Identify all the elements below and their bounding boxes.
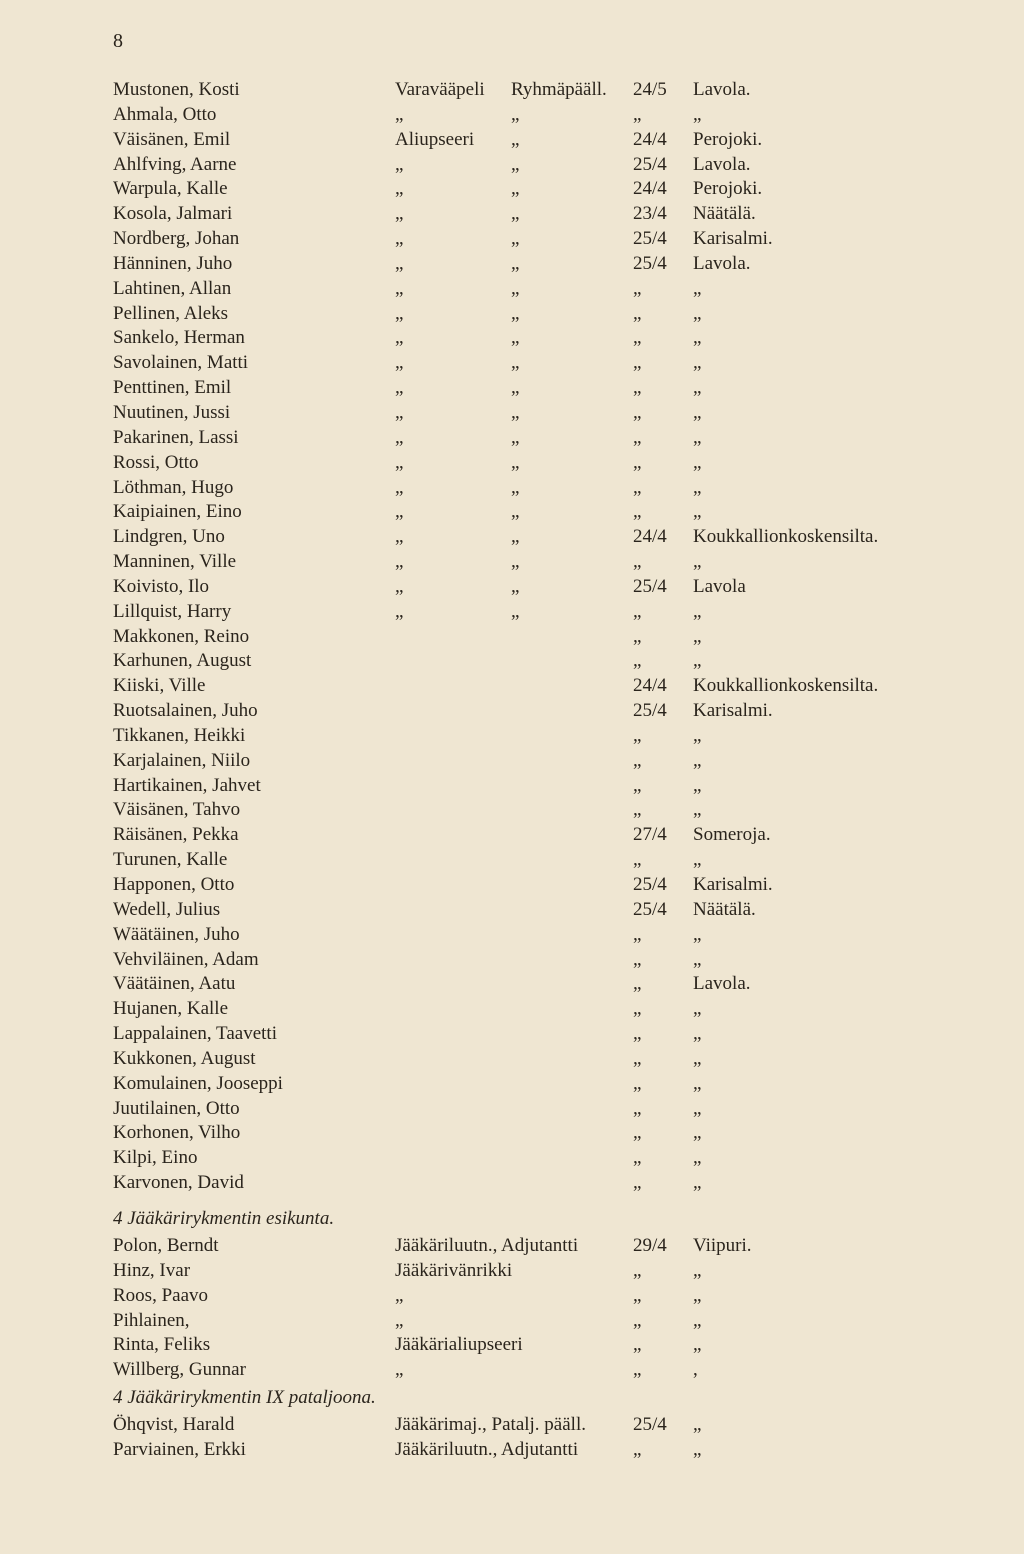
person-name: Räisänen, Pekka bbox=[113, 824, 239, 846]
date-value: 27/4 bbox=[633, 824, 667, 846]
place-name: „ bbox=[693, 774, 702, 796]
place-name: Karisalmi. bbox=[693, 700, 773, 722]
rank-title: „ bbox=[395, 252, 404, 274]
person-name: Koivisto, Ilo bbox=[113, 575, 210, 597]
place-name: Näätälä. bbox=[693, 898, 756, 920]
place-name: „ bbox=[693, 103, 702, 125]
unit-role: „ bbox=[511, 327, 520, 349]
unit-role: „ bbox=[511, 575, 520, 597]
unit-role: „ bbox=[511, 252, 520, 274]
date-value: „ bbox=[633, 1438, 642, 1460]
unit-role: „ bbox=[511, 377, 520, 399]
date-value: „ bbox=[633, 1172, 642, 1194]
person-name: Makkonen, Reino bbox=[113, 625, 250, 647]
roster-row bbox=[113, 625, 1013, 650]
roster-row bbox=[113, 202, 1013, 227]
unit-role: Ryhmäpääll. bbox=[511, 79, 607, 100]
date-value: 25/4 bbox=[633, 575, 667, 597]
person-name: Nordberg, Johan bbox=[113, 228, 240, 250]
roster-row bbox=[113, 227, 1013, 252]
rank-title: „ bbox=[395, 352, 404, 374]
roster-row bbox=[113, 774, 1013, 799]
roster-row bbox=[113, 1022, 1013, 1047]
date-value: „ bbox=[633, 724, 642, 746]
date-value: „ bbox=[633, 401, 642, 423]
date-value: „ bbox=[633, 1334, 642, 1356]
date-value: „ bbox=[633, 1023, 642, 1045]
unit-role: „ bbox=[511, 476, 520, 498]
place-name: „ bbox=[693, 1414, 702, 1436]
date-value: 24/4 bbox=[633, 178, 667, 200]
person-name: Kosola, Jalmari bbox=[113, 203, 233, 225]
date-value: „ bbox=[633, 774, 642, 796]
person-name: Löthman, Hugo bbox=[113, 476, 234, 498]
date-value: „ bbox=[633, 923, 642, 945]
place-name: Someroja. bbox=[693, 824, 771, 846]
place-name: „ bbox=[693, 1023, 702, 1045]
person-name: Väätäinen, Aatu bbox=[113, 973, 236, 995]
date-value: 24/4 bbox=[633, 128, 667, 150]
date-value: „ bbox=[633, 1047, 642, 1069]
person-name: Väisänen, Emil bbox=[113, 128, 231, 150]
person-name: Nuutinen, Jussi bbox=[113, 401, 231, 423]
person-name: Ruotsalainen, Juho bbox=[113, 700, 258, 722]
roster-row bbox=[113, 699, 1013, 724]
place-name: „ bbox=[693, 724, 702, 746]
roster-row bbox=[113, 500, 1013, 525]
place-name: „ bbox=[693, 1072, 702, 1094]
roster-row bbox=[113, 277, 1013, 302]
unit-role: „ bbox=[511, 128, 520, 150]
rank-title: „ bbox=[395, 1309, 404, 1331]
roster-row bbox=[113, 302, 1013, 327]
place-name: Lavola. bbox=[693, 153, 751, 175]
person-name: Väisänen, Tahvo bbox=[113, 799, 241, 821]
date-value: „ bbox=[633, 501, 642, 523]
rank-title: „ bbox=[395, 526, 404, 548]
place-name: „ bbox=[693, 451, 702, 473]
roster-row bbox=[113, 550, 1013, 575]
person-name: Lappalainen, Taavetti bbox=[113, 1023, 277, 1045]
roster-row bbox=[113, 78, 1013, 103]
rank-title: Jääkärimaj., Patalj. pääll. bbox=[395, 1414, 586, 1436]
person-name: Rinta, Feliks bbox=[113, 1334, 211, 1356]
rank-title: „ bbox=[395, 178, 404, 200]
roster-row bbox=[113, 401, 1013, 426]
place-name: „ bbox=[693, 352, 702, 374]
person-name: Kilpi, Eino bbox=[113, 1147, 198, 1169]
person-name: Warpula, Kalle bbox=[113, 178, 228, 200]
person-name: Kaipiainen, Eino bbox=[113, 501, 242, 523]
place-name: „ bbox=[693, 849, 702, 871]
roster-row bbox=[113, 1259, 1013, 1284]
roster-row bbox=[113, 1171, 1013, 1196]
date-value: „ bbox=[633, 749, 642, 771]
roster-row bbox=[113, 997, 1013, 1022]
rank-title: „ bbox=[395, 401, 404, 423]
person-name: Mustonen, Kosti bbox=[113, 79, 240, 100]
place-name: „ bbox=[693, 551, 702, 573]
place-name: Lavola. bbox=[693, 252, 751, 274]
person-name: Hartikainen, Jahvet bbox=[113, 774, 261, 796]
person-name: Kukkonen, August bbox=[113, 1047, 256, 1069]
date-value: 24/5 bbox=[633, 79, 667, 100]
roster-row bbox=[113, 351, 1013, 376]
place-name: „ bbox=[693, 426, 702, 448]
roster-row bbox=[113, 376, 1013, 401]
roster-row bbox=[113, 476, 1013, 501]
date-value: „ bbox=[633, 377, 642, 399]
date-value: „ bbox=[633, 476, 642, 498]
place-name: „ bbox=[693, 1334, 702, 1356]
date-value: 25/4 bbox=[633, 898, 667, 920]
date-value: 25/4 bbox=[633, 252, 667, 274]
date-value: „ bbox=[633, 998, 642, 1020]
rank-title: „ bbox=[395, 327, 404, 349]
rank-title: Jääkärivänrikki bbox=[395, 1259, 513, 1281]
unit-role: „ bbox=[511, 277, 520, 299]
place-name: Karisalmi. bbox=[693, 228, 773, 250]
roster-row bbox=[113, 1413, 1013, 1438]
date-value: „ bbox=[633, 352, 642, 374]
roster-row bbox=[113, 1438, 1013, 1463]
date-value: 24/4 bbox=[633, 526, 667, 548]
roster-row bbox=[113, 177, 1013, 202]
unit-role: „ bbox=[511, 103, 520, 125]
place-name: „ bbox=[693, 1122, 702, 1144]
person-name: Willberg, Gunnar bbox=[113, 1359, 246, 1381]
rank-title: „ bbox=[395, 302, 404, 324]
person-name: Hujanen, Kalle bbox=[113, 998, 229, 1020]
rank-title: „ bbox=[395, 426, 404, 448]
place-name: „ bbox=[693, 377, 702, 399]
roster-row bbox=[113, 848, 1013, 873]
date-value: „ bbox=[633, 426, 642, 448]
roster-row bbox=[113, 451, 1013, 476]
person-name: Happonen, Otto bbox=[113, 874, 235, 895]
unit-role: „ bbox=[511, 451, 520, 473]
roster-row bbox=[113, 923, 1013, 948]
date-value: „ bbox=[633, 799, 642, 821]
unit-role: „ bbox=[511, 302, 520, 324]
person-name: Savolainen, Matti bbox=[113, 352, 249, 374]
roster-row bbox=[113, 1097, 1013, 1122]
place-name: , bbox=[693, 1359, 698, 1381]
roster-row bbox=[113, 823, 1013, 848]
date-value: „ bbox=[633, 1122, 642, 1144]
rank-title: „ bbox=[395, 451, 404, 473]
place-name: „ bbox=[693, 1147, 702, 1169]
person-name: Wäätäinen, Juho bbox=[113, 923, 240, 945]
person-name: Juutilainen, Otto bbox=[113, 1097, 240, 1119]
roster-row bbox=[113, 153, 1013, 178]
rank-title: Aliupseeri bbox=[395, 128, 475, 150]
unit-role: „ bbox=[511, 203, 520, 225]
roster-row bbox=[113, 575, 1013, 600]
person-name: Rossi, Otto bbox=[113, 451, 199, 473]
date-value: 25/4 bbox=[633, 1414, 667, 1436]
rank-title: „ bbox=[395, 575, 404, 597]
section-title-esikunta: 4 Jääkärirykmentin esikunta. bbox=[113, 1207, 335, 1229]
roster-row bbox=[113, 426, 1013, 451]
rank-title: „ bbox=[395, 600, 404, 622]
place-name: „ bbox=[693, 1259, 702, 1281]
place-name: „ bbox=[693, 749, 702, 771]
roster-row bbox=[113, 1146, 1013, 1171]
place-name: „ bbox=[693, 401, 702, 423]
rank-title: „ bbox=[395, 203, 404, 225]
date-value: „ bbox=[633, 973, 642, 995]
date-value: „ bbox=[633, 1284, 642, 1306]
roster-row bbox=[113, 1333, 1013, 1358]
place-name: Näätälä. bbox=[693, 203, 756, 225]
person-name: Lillquist, Harry bbox=[113, 600, 232, 622]
roster-row bbox=[113, 674, 1013, 699]
roster-row bbox=[113, 873, 1013, 898]
rank-title: „ bbox=[395, 103, 404, 125]
unit-role: „ bbox=[511, 228, 520, 250]
roster-row bbox=[113, 1121, 1013, 1146]
place-name: Koukkallionkoskensilta. bbox=[693, 526, 879, 548]
date-value: „ bbox=[633, 650, 642, 672]
date-value: 25/4 bbox=[633, 700, 667, 722]
date-value: „ bbox=[633, 1072, 642, 1094]
place-name: Perojoki. bbox=[693, 178, 763, 200]
place-name: Koukkallionkoskensilta. bbox=[693, 675, 879, 697]
rank-title: Jääkärialiupseeri bbox=[395, 1334, 523, 1356]
roster-group-2 bbox=[113, 1234, 1013, 1383]
place-name: „ bbox=[693, 1047, 702, 1069]
date-value: „ bbox=[633, 1309, 642, 1331]
date-value: „ bbox=[633, 451, 642, 473]
place-name: „ bbox=[693, 501, 702, 523]
date-value: „ bbox=[633, 600, 642, 622]
roster-list bbox=[113, 78, 1013, 1463]
rank-title: „ bbox=[395, 551, 404, 573]
place-name: „ bbox=[693, 799, 702, 821]
roster-row bbox=[113, 1358, 1013, 1383]
place-name: Lavola bbox=[693, 575, 746, 597]
person-name: Turunen, Kalle bbox=[113, 849, 228, 871]
roster-row bbox=[113, 600, 1013, 625]
date-value: „ bbox=[633, 551, 642, 573]
person-name: Öhqvist, Harald bbox=[113, 1414, 235, 1436]
person-name: Manninen, Ville bbox=[113, 551, 237, 573]
person-name: Lindgren, Uno bbox=[113, 526, 225, 548]
date-value: „ bbox=[633, 327, 642, 349]
unit-role: „ bbox=[511, 501, 520, 523]
rank-title: „ bbox=[395, 377, 404, 399]
person-name: Komulainen, Jooseppi bbox=[113, 1072, 283, 1094]
date-value: „ bbox=[633, 849, 642, 871]
place-name: Viipuri. bbox=[693, 1234, 752, 1256]
rank-title: „ bbox=[395, 228, 404, 250]
person-name: Hänninen, Juho bbox=[113, 252, 233, 274]
unit-role: „ bbox=[511, 526, 520, 548]
place-name: „ bbox=[693, 600, 702, 622]
place-name: Lavola. bbox=[693, 973, 751, 995]
roster-row bbox=[113, 1309, 1013, 1334]
person-name: Karvonen, David bbox=[113, 1172, 244, 1194]
rank-title: „ bbox=[395, 277, 404, 299]
roster-row bbox=[113, 898, 1013, 923]
person-name: Ahmala, Otto bbox=[113, 103, 217, 125]
person-name: Penttinen, Emil bbox=[113, 377, 232, 399]
place-name: „ bbox=[693, 998, 702, 1020]
place-name: „ bbox=[693, 650, 702, 672]
place-name: „ bbox=[693, 302, 702, 324]
rank-title: Jääkäriluutn., Adjutantti bbox=[395, 1438, 579, 1460]
place-name: „ bbox=[693, 1309, 702, 1331]
person-name: Pihlainen, bbox=[113, 1309, 190, 1331]
person-name: Kiiski, Ville bbox=[113, 675, 206, 697]
date-value: „ bbox=[633, 277, 642, 299]
roster-row bbox=[113, 1234, 1013, 1259]
rank-title: „ bbox=[395, 501, 404, 523]
roster-row bbox=[113, 1072, 1013, 1097]
person-name: Tikkanen, Heikki bbox=[113, 724, 246, 746]
date-value: „ bbox=[633, 1147, 642, 1169]
date-value: „ bbox=[633, 1097, 642, 1119]
person-name: Karjalainen, Niilo bbox=[113, 749, 251, 771]
person-name: Sankelo, Herman bbox=[113, 327, 245, 349]
date-value: „ bbox=[633, 1359, 642, 1381]
place-name: „ bbox=[693, 1438, 702, 1460]
date-value: 25/4 bbox=[633, 874, 667, 895]
place-name: Perojoki. bbox=[693, 128, 763, 150]
unit-role: „ bbox=[511, 178, 520, 200]
roster-row bbox=[113, 649, 1013, 674]
date-value: „ bbox=[633, 625, 642, 647]
unit-role: „ bbox=[511, 153, 520, 175]
page-number: 8 bbox=[113, 30, 123, 52]
date-value: 23/4 bbox=[633, 203, 667, 225]
person-name: Karhunen, August bbox=[113, 650, 252, 672]
place-name: „ bbox=[693, 1284, 702, 1306]
unit-role: „ bbox=[511, 600, 520, 622]
roster-row bbox=[113, 972, 1013, 997]
person-name: Vehviläinen, Adam bbox=[113, 948, 259, 970]
date-value: 25/4 bbox=[633, 228, 667, 250]
place-name: „ bbox=[693, 1172, 702, 1194]
person-name: Ahlfving, Aarne bbox=[113, 153, 237, 175]
person-name: Pakarinen, Lassi bbox=[113, 426, 239, 448]
roster-group-3 bbox=[113, 1413, 1013, 1463]
date-value: 24/4 bbox=[633, 675, 667, 697]
roster-row bbox=[113, 1047, 1013, 1072]
person-name: Polon, Berndt bbox=[113, 1234, 219, 1256]
person-name: Korhonen, Vilho bbox=[113, 1122, 241, 1144]
roster-row bbox=[113, 326, 1013, 351]
rank-title: „ bbox=[395, 1359, 404, 1381]
roster-row bbox=[113, 252, 1013, 277]
date-value: 25/4 bbox=[633, 153, 667, 175]
roster-row bbox=[113, 749, 1013, 774]
place-name: „ bbox=[693, 923, 702, 945]
roster-row bbox=[113, 948, 1013, 973]
rank-title: Varavääpeli bbox=[395, 79, 485, 100]
place-name: „ bbox=[693, 625, 702, 647]
place-name: „ bbox=[693, 277, 702, 299]
roster-row bbox=[113, 798, 1013, 823]
person-name: Hinz, Ivar bbox=[113, 1259, 191, 1281]
place-name: „ bbox=[693, 327, 702, 349]
unit-role: „ bbox=[511, 551, 520, 573]
rank-title: Jääkäriluutn., Adjutantti bbox=[395, 1234, 579, 1256]
section-title-pataljoona: 4 Jääkärirykmentin IX pataljoona. bbox=[113, 1387, 376, 1409]
date-value: „ bbox=[633, 302, 642, 324]
date-value: „ bbox=[633, 948, 642, 970]
date-value: „ bbox=[633, 1259, 642, 1281]
person-name: Wedell, Julius bbox=[113, 898, 221, 920]
roster-row bbox=[113, 103, 1013, 128]
unit-role: „ bbox=[511, 352, 520, 374]
place-name: „ bbox=[693, 948, 702, 970]
person-name: Pellinen, Aleks bbox=[113, 302, 229, 324]
rank-title: „ bbox=[395, 1284, 404, 1306]
person-name: Roos, Paavo bbox=[113, 1284, 208, 1306]
roster-row bbox=[113, 724, 1013, 749]
place-name: „ bbox=[693, 1097, 702, 1119]
unit-role: „ bbox=[511, 426, 520, 448]
date-value: „ bbox=[633, 103, 642, 125]
roster-group-1 bbox=[113, 78, 1013, 1196]
unit-role: „ bbox=[511, 401, 520, 423]
place-name: Lavola. bbox=[693, 79, 751, 100]
date-value: 29/4 bbox=[633, 1234, 667, 1256]
person-name: Parviainen, Erkki bbox=[113, 1438, 246, 1460]
roster-row bbox=[113, 525, 1013, 550]
person-name: Lahtinen, Allan bbox=[113, 277, 232, 299]
place-name: „ bbox=[693, 476, 702, 498]
rank-title: „ bbox=[395, 153, 404, 175]
rank-title: „ bbox=[395, 476, 404, 498]
roster-row bbox=[113, 128, 1013, 153]
place-name: Karisalmi. bbox=[693, 874, 773, 895]
roster-row bbox=[113, 1284, 1013, 1309]
